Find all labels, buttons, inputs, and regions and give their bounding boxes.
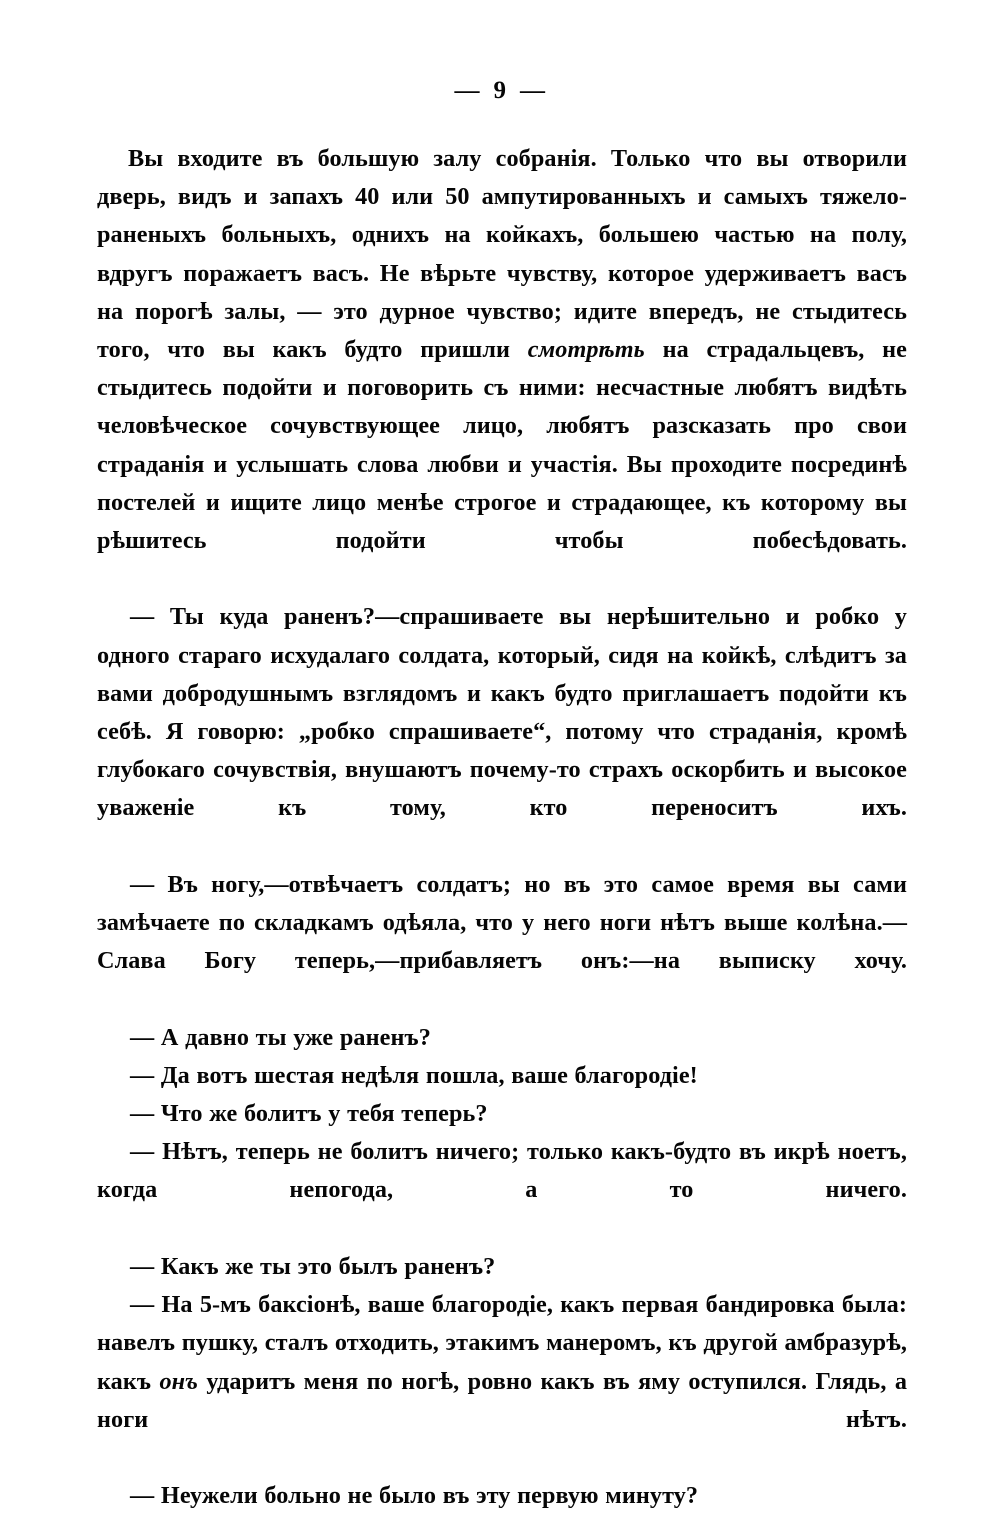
- paragraph-2: — Ты куда раненъ?—спрашиваете вы нерѣшительно и робко у одного стараго исхудалаго солдата, который, сидя на койкѣ, слѣдитъ за вами добродушнымъ взглядомъ и какъ будто приглашаетъ подойти къ себѣ. Я говорю: „робко спрашиваете“, потому что страданія, кромѣ глубокаго сочувствія, внушаютъ почему-то страхъ оскорбить и высокое уваженіе къ тому, кто переноситъ ихъ.: [97, 603, 907, 822]
- paragraph-9: [97, 1286, 907, 1477]
- paragraph-8: — Какъ же ты это былъ раненъ?: [130, 1252, 496, 1280]
- emphasis-on: онъ: [159, 1367, 199, 1395]
- emphasis-smotret: смотрѣть: [527, 336, 645, 364]
- page-folio: — 9 —: [454, 77, 546, 104]
- paragraph-5: — Да вотъ шестая недѣля пошла, ваше благородіе!: [130, 1061, 698, 1089]
- paragraph-1-continuation: на страдальцевъ, не стыдитесь подойти и поговорить съ ними: несчастные любятъ видѣть человѣческое сочувствующее лицо, любятъ разсказать про свои страданія и услышать слова любви и участія. Вы проходите посрединѣ постелей и ищите лицо менѣе строгое и страдающее, къ которому вы рѣшитесь подойти чтобы побесѣдовать.: [97, 336, 907, 555]
- paragraph-10: — Неужели больно не было въ эту первую минуту?: [130, 1482, 699, 1510]
- paragraph-7: — Нѣтъ, теперь не болитъ ничего; только какъ-будто въ икрѣ ноетъ, когда непогода, а то ничего.: [97, 1138, 907, 1204]
- paragraph-1: [97, 140, 907, 598]
- paragraph-4: — А давно ты уже раненъ?: [130, 1023, 431, 1051]
- paragraph-6: — Что же болитъ у тебя теперь?: [130, 1100, 488, 1128]
- paragraph-1-text: Вы входите въ большую залу собранія. Только что вы отворили дверь, видъ и запахъ 40 или 50 ампутированныхъ и самыхъ тяжело-раненыхъ больныхъ, однихъ на койкахъ, большею частью на полу, вдругъ поражаетъ васъ. Не вѣрьте чувству, которое удерживаетъ васъ на порогѣ залы, — это дурное чувство; идите впередъ, не стыдитесь того, что вы какъ будто пришли: [97, 145, 907, 364]
- paragraph-3: — Въ ногу,—отвѣчаетъ солдатъ; но въ это самое время вы сами замѣчаете по складкамъ одѣяла, что у него ноги нѣтъ выше колѣна.—Слава Богу теперь,—прибавляетъ онъ:—на выписку хочу.: [97, 870, 907, 975]
- paragraph-9-text: — На 5-мъ баксіонѣ, ваше благородіе, какъ первая бандировка была: навелъ пушку, сталъ отходить, этакимъ манеромъ, къ другой амбразурѣ, какъ: [97, 1291, 907, 1395]
- paragraph-9-continuation: ударитъ меня по ногѣ, ровно какъ въ яму оступился. Глядь, а ноги нѣтъ.: [97, 1367, 908, 1433]
- text-block: [97, 140, 907, 1515]
